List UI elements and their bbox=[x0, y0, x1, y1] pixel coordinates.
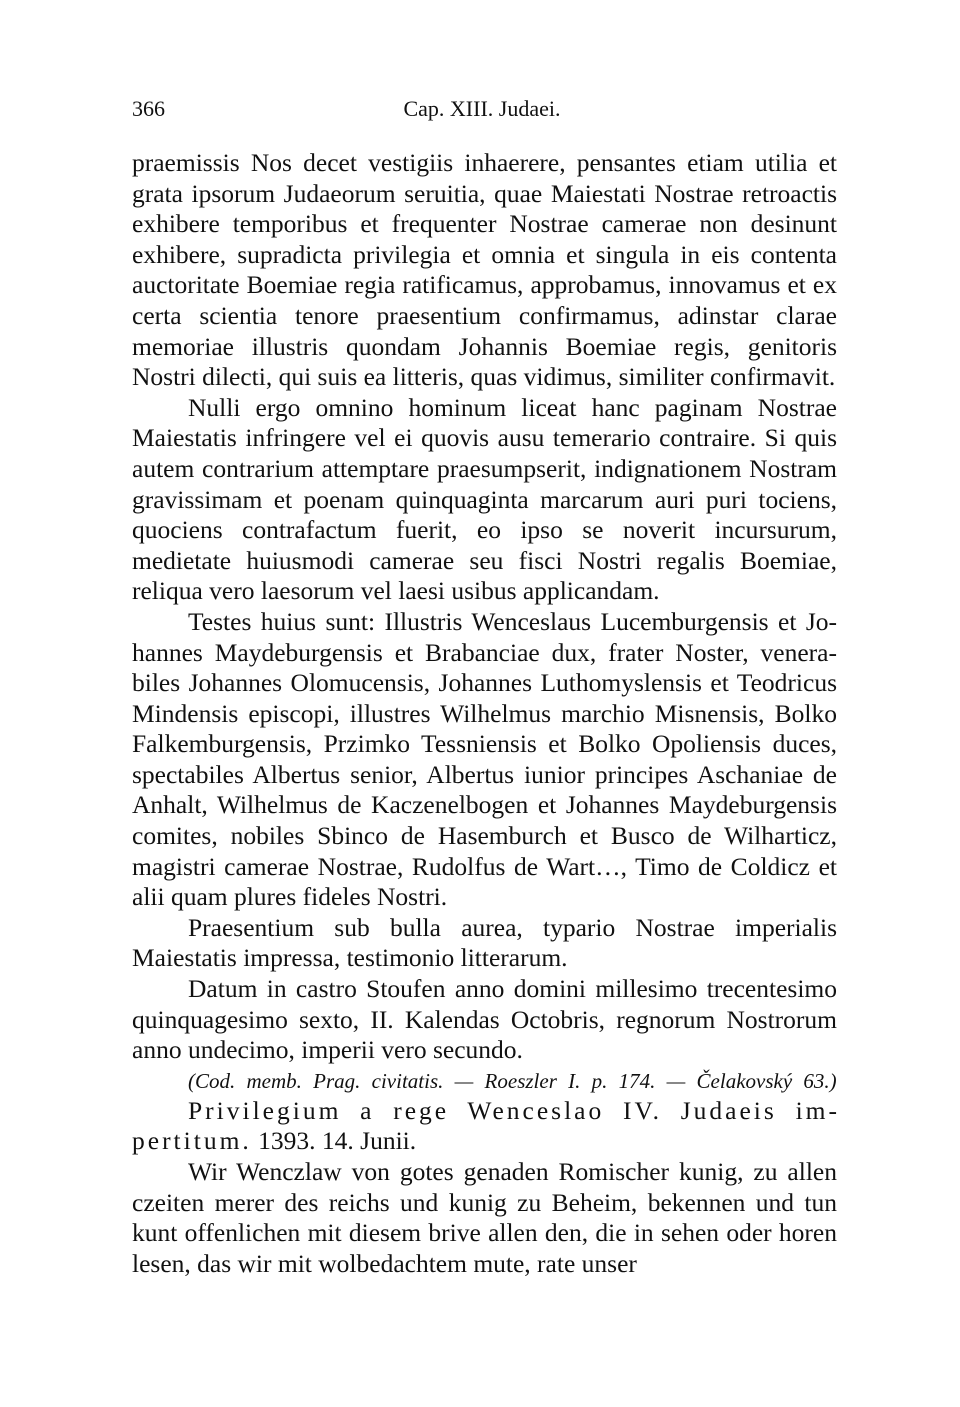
source-citation: (Cod. memb. Prag. civitatis. — Roeszler I. p. 174. — Čelakovský 63.) bbox=[188, 1068, 837, 1093]
page-body bbox=[132, 148, 837, 1279]
paragraph-2: Nulli ergo omnino hominum liceat hanc paginam Nostrae Maiestatis infringere vel ei quovis ausu temerario contraire. Si quis autem contrarium attemptare praesumpserit, indignationem Nostram gravissimam et poenam quinquaginta marcarum auri puri tociens, quociens contrafactum fuerit, eo ipso se noverit incursurum, medietate huiusmodi camerae seu fisci Nostri regalis Boemiae, reliqua vero laesorum vel laesi usibus applicandam. bbox=[132, 392, 837, 606]
paragraph-1: praemissis Nos decet vestigiis inhaerere, pensantes etiam utilia et grata ipsorum Judaeorum seruitia, quae Maiestati Nostrae retroactis exhibere temporibus et frequenter Nostrae camerae non desinunt exhibere, supradicta privilegia et omnia et singula in eis contenta auctoritate Boemiae regia ratificamus, approbamus, innovamus et ex certa scientia tenore praesentium confirmamus, adinstar clarae memoriae illustris quondam Johannis Boemiae regis, genitoris Nostri dilecti, qui suis ea litteris, quas vidimus, similiter confirmavit. bbox=[132, 148, 837, 392]
page-header bbox=[132, 96, 832, 126]
paragraph-6: Wir Wenczlaw von gotes genaden Romischer kunig, zu allen czeiten merer des reichs und kunig zu Beheim, bekennen und tun kunt offenlichen mit diesem brive allen den, die in sehen oder horen lesen, das wir mit wolbedachtem mute, rate unser bbox=[132, 1157, 837, 1278]
page-number: 366 bbox=[132, 96, 165, 121]
document-title: Privilegium a rege Wenceslao IV. Judaeis impertitum. bbox=[132, 1095, 837, 1156]
paragraph-4: Praesentium sub bulla aurea, typario Nostrae imperialis Maiestatis impressa, testimonio litterarum. bbox=[132, 912, 837, 973]
running-head: Cap. XIII. Judaei. bbox=[403, 96, 561, 121]
paragraph-3: Testes huius sunt: Illustris Wenceslaus Lucemburgensis et Johannes Maydeburgensis et Brabanciae dux, frater Noster, venerabiles Johannes Olomucensis, Johannes Luthomyslensis et Teodricus Mindensis episcopi, illustres Wilhelmus marchio Misnensis, Bolko Falkemburgensis, Przimko Tessniensis et Bolko Opoliensis duces, spectabiles Albertus senior, Albertus iunior principes Aschaniae de Anhalt, Wilhelmus de Kaczenelbogen et Johannes Maydeburgensis comites, nobiles Sbinco de Hasemburch et Busco de Wilharticz, magistri camerae Nostrae, Rudolfus de Wart…, Timo de Coldicz et alii quam plures fideles Nostri. bbox=[132, 606, 837, 912]
document-date: 1393. 14. Junii. bbox=[258, 1126, 417, 1156]
paragraph-5: Datum in castro Stoufen anno domini millesimo trecentesimo quinquagesimo sexto, II. Kalendas Octobris, regnorum Nostrorum anno undecimo, imperii vero secundo. bbox=[132, 974, 837, 1065]
document-heading bbox=[132, 1096, 837, 1157]
